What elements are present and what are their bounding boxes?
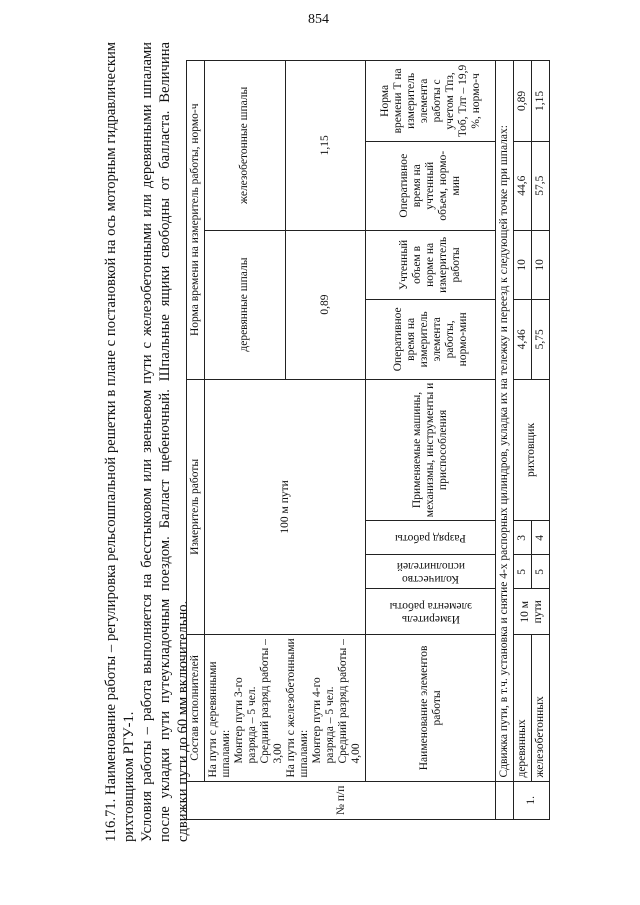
row-number: 1. (514, 781, 550, 819)
page-number: 854 (308, 12, 329, 27)
row-op-volume: 44,6 (514, 141, 532, 230)
crew-line: Средний разряд работы – 4,00 (337, 639, 362, 764)
description-paragraph (102, 42, 192, 842)
crew-line: Монтер пути 4-го разряда – 5 чел. (311, 677, 336, 764)
section-row (496, 61, 514, 820)
row-op-volume: 57,5 (532, 141, 550, 230)
row-volume: 10 (514, 230, 532, 300)
header-machines: Применяемые машины, механизмы, инструменты и приспособления (366, 379, 496, 521)
row-op-time: 4,46 (514, 300, 532, 379)
crew-cell (205, 635, 366, 781)
row-volume: 10 (532, 230, 550, 300)
row-count: 5 (532, 555, 550, 589)
header-crew: Состав исполнителей (187, 635, 205, 781)
section-num-cell (496, 781, 514, 819)
header-work-meter: Измеритель работы (187, 379, 205, 635)
header-op-time-volume: Оперативное время на учтенный объем, нормо-мин (366, 141, 496, 230)
norm-table (186, 60, 550, 820)
row-count: 5 (514, 555, 532, 589)
work-meter-value: 100 м пути (205, 379, 366, 635)
crew-line: На пути с железобетонными шпалами: (285, 638, 310, 778)
header-executors-count: Количество исполнителей (366, 555, 496, 589)
work-conditions: Условия работы – работа выполняется на бесстыковом или звеньевом пути с железобетонными или деревянными шпалами после укладки пути путеукладочным поездом. Балласт щебеночный. Шпальные ящики свободны от балласта. Величина сдвижки пути до 60 мм включительно. (139, 42, 191, 842)
header-element-meter: Измеритель элемента работы (366, 589, 496, 635)
row-name: железобетонных (532, 635, 550, 781)
header-element-name: Наименование элементов работы (366, 635, 496, 781)
work-name: 116.71. Наименование работы – регулировка рельсошпальной решетки в плане с постановкой на ось моторным гидравлическим рихтовщиком РГУ-1. (103, 42, 137, 842)
table-row (514, 61, 532, 820)
header-concrete: железобетонные шпалы (205, 61, 286, 231)
header-count-norm: Учтенный объем в норме на измеритель работы (366, 230, 496, 300)
row-norm: 0,89 (514, 61, 532, 142)
row-name: деревянных (514, 635, 532, 781)
crew-line: Средний разряд работы – 3,00 (259, 639, 284, 764)
row-tool: рихтовщик (514, 379, 550, 521)
wooden-value: 0,89 (285, 230, 366, 379)
header-row-4 (366, 61, 496, 820)
row-op-time: 5,75 (532, 300, 550, 379)
header-norm-t: Норма времени Т на измеритель элемента работы с учетом Тпз, Тоб, Тлт – 19,9 %, нормо-ч (366, 61, 496, 142)
header-op-time-element: Оперативное время на измеритель элемента работы, нормо-мин (366, 300, 496, 379)
header-work-grade: Разряд работы (366, 521, 496, 555)
row-grade: 4 (532, 521, 550, 555)
header-row-2 (205, 61, 286, 820)
header-row-1 (187, 61, 205, 820)
header-num: № п/п (187, 781, 496, 819)
section-title: Сдвижка пути, в т.ч. установка и снятие 4-х распорных цилиндров, укладка их на тележку и переезд к следующей точке при шпалах: (496, 61, 514, 782)
header-time-norm: Норма времени на измеритель работы, нормо-ч (187, 61, 205, 380)
crew-line: На пути с деревянными шпалами: (207, 661, 232, 778)
row-unit: 10 м пути (514, 589, 550, 635)
row-grade: 3 (514, 521, 532, 555)
rotated-page-body (96, 28, 640, 848)
row-norm: 1,15 (532, 61, 550, 142)
header-wooden: деревянные шпалы (205, 230, 286, 379)
crew-line: Монтер пути 3-го разряда – 5 чел. (233, 677, 258, 764)
concrete-value: 1,15 (285, 61, 366, 231)
